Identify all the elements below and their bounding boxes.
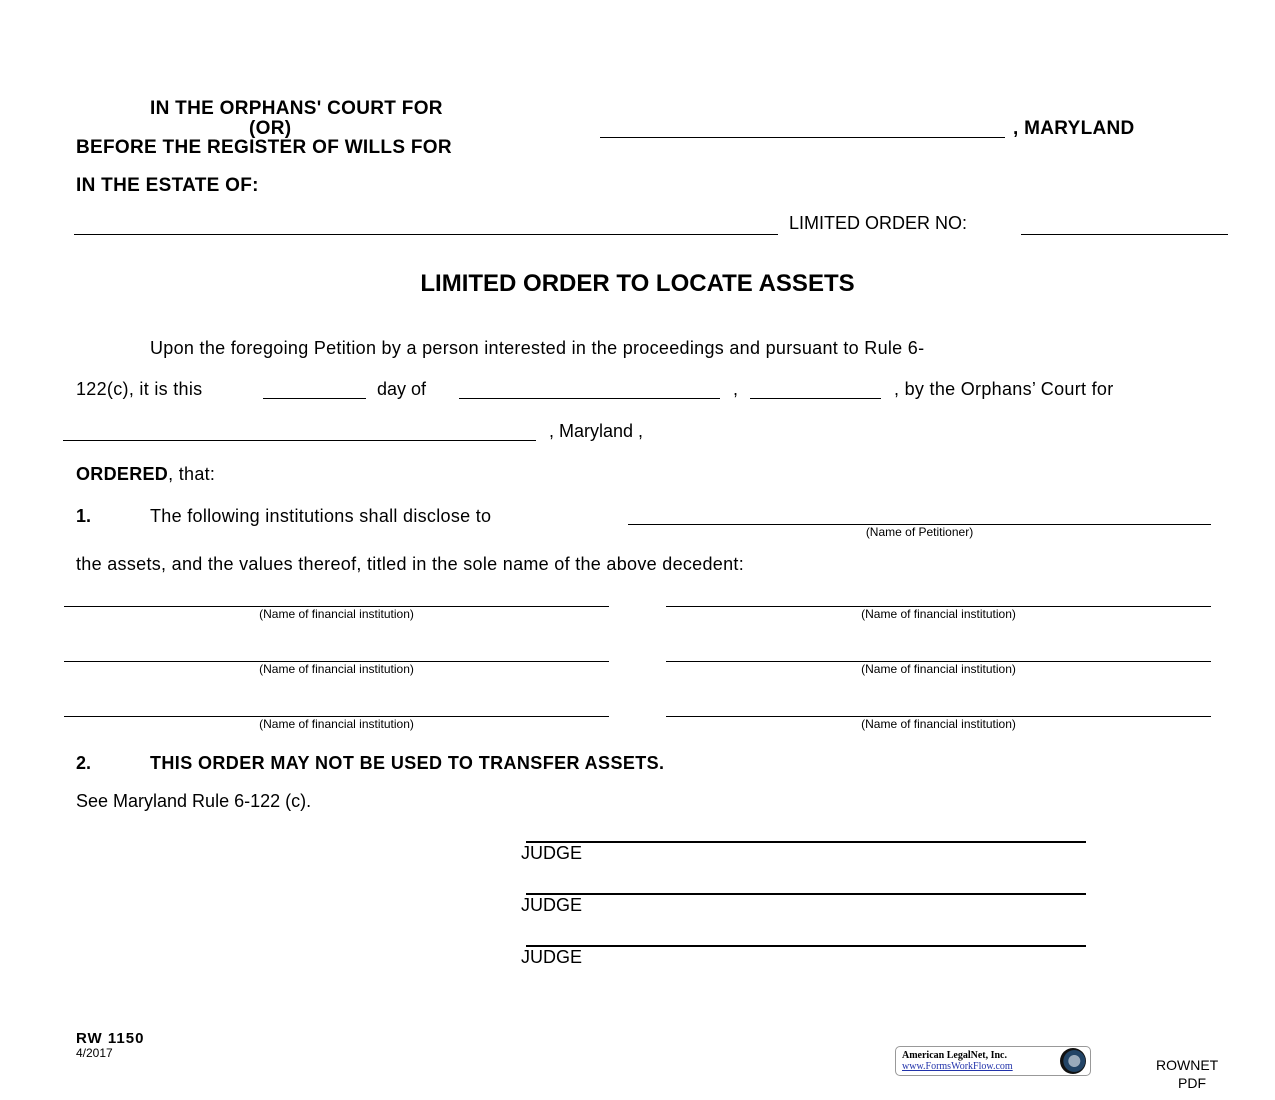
form-date: 4/2017 <box>76 1046 113 1060</box>
judge-signature-line-1[interactable] <box>526 841 1086 843</box>
item-1-text: The following institutions shall disclose to <box>150 506 492 526</box>
institution-caption: (Name of financial institution) <box>259 662 414 676</box>
court-line-2: BEFORE THE REGISTER OF WILLS FOR <box>76 137 452 158</box>
ordered-rest: , that: <box>168 464 216 484</box>
month-field[interactable] <box>459 380 720 399</box>
ordered-text <box>76 464 215 484</box>
item-1-number: 1. <box>76 506 92 526</box>
comma-text: , <box>733 379 739 399</box>
maryland-text: , Maryland , <box>549 421 644 441</box>
institution-caption: (Name of financial institution) <box>861 662 1016 676</box>
county-field[interactable] <box>600 119 1005 138</box>
court-line-1: IN THE ORPHANS' COURT FOR <box>150 98 443 119</box>
item-2-number: 2. <box>76 753 92 773</box>
estate-label: IN THE ESTATE OF: <box>76 175 259 196</box>
rownet-label: ROWNET <box>1156 1057 1219 1073</box>
form-code: RW 1150 <box>76 1030 145 1047</box>
american-legalnet-logo[interactable] <box>895 1046 1091 1076</box>
institution-field-4[interactable] <box>666 643 1211 662</box>
institution-caption: (Name of financial institution) <box>259 717 414 731</box>
court-county-field[interactable] <box>63 422 536 441</box>
order-no-label: LIMITED ORDER NO: <box>789 213 968 233</box>
state-label: , MARYLAND <box>1013 118 1135 139</box>
logo-url[interactable]: www.FormsWorkFlow.com <box>902 1061 1013 1072</box>
court-for-text: , by the Orphans’ Court for <box>894 379 1114 399</box>
petitioner-caption: (Name of Petitioner) <box>865 525 974 539</box>
estate-name-field[interactable] <box>74 216 778 235</box>
institution-caption: (Name of financial institution) <box>259 607 414 621</box>
ordered-bold: ORDERED <box>76 464 169 484</box>
judge-label: JUDGE <box>521 947 583 967</box>
institution-field-1[interactable] <box>64 588 609 607</box>
petition-text: Upon the foregoing Petition by a person interested in the proceedings and pursuant to Rule 6- <box>150 338 925 358</box>
assets-text: the assets, and the values thereof, titled in the sole name of the above decedent: <box>76 554 745 574</box>
rule-text: 122(c), it is this <box>76 379 203 399</box>
pdf-label: PDF <box>1178 1075 1206 1091</box>
institution-field-3[interactable] <box>64 643 609 662</box>
petitioner-field[interactable] <box>628 506 1211 525</box>
institution-field-2[interactable] <box>666 588 1211 607</box>
institution-field-6[interactable] <box>666 698 1211 717</box>
judge-signature-line-3[interactable] <box>526 945 1086 947</box>
logo-name: American LegalNet, Inc. <box>902 1050 1007 1061</box>
judge-label: JUDGE <box>521 843 583 863</box>
judge-label: JUDGE <box>521 895 583 915</box>
rule-reference: See Maryland Rule 6-122 (c). <box>76 791 312 811</box>
page-title: LIMITED ORDER TO LOCATE ASSETS <box>420 270 855 297</box>
day-of-text: day of <box>377 379 427 399</box>
institution-caption: (Name of financial institution) <box>861 717 1016 731</box>
court-or: (OR) <box>249 118 292 139</box>
institution-caption: (Name of financial institution) <box>861 607 1016 621</box>
judge-signature-line-2[interactable] <box>526 893 1086 895</box>
institution-field-5[interactable] <box>64 698 609 717</box>
globe-icon <box>1060 1048 1086 1074</box>
item-2-text: THIS ORDER MAY NOT BE USED TO TRANSFER ASSETS. <box>150 753 665 773</box>
order-no-field[interactable] <box>1021 216 1228 235</box>
year-field[interactable] <box>750 380 881 399</box>
day-field[interactable] <box>263 380 366 399</box>
